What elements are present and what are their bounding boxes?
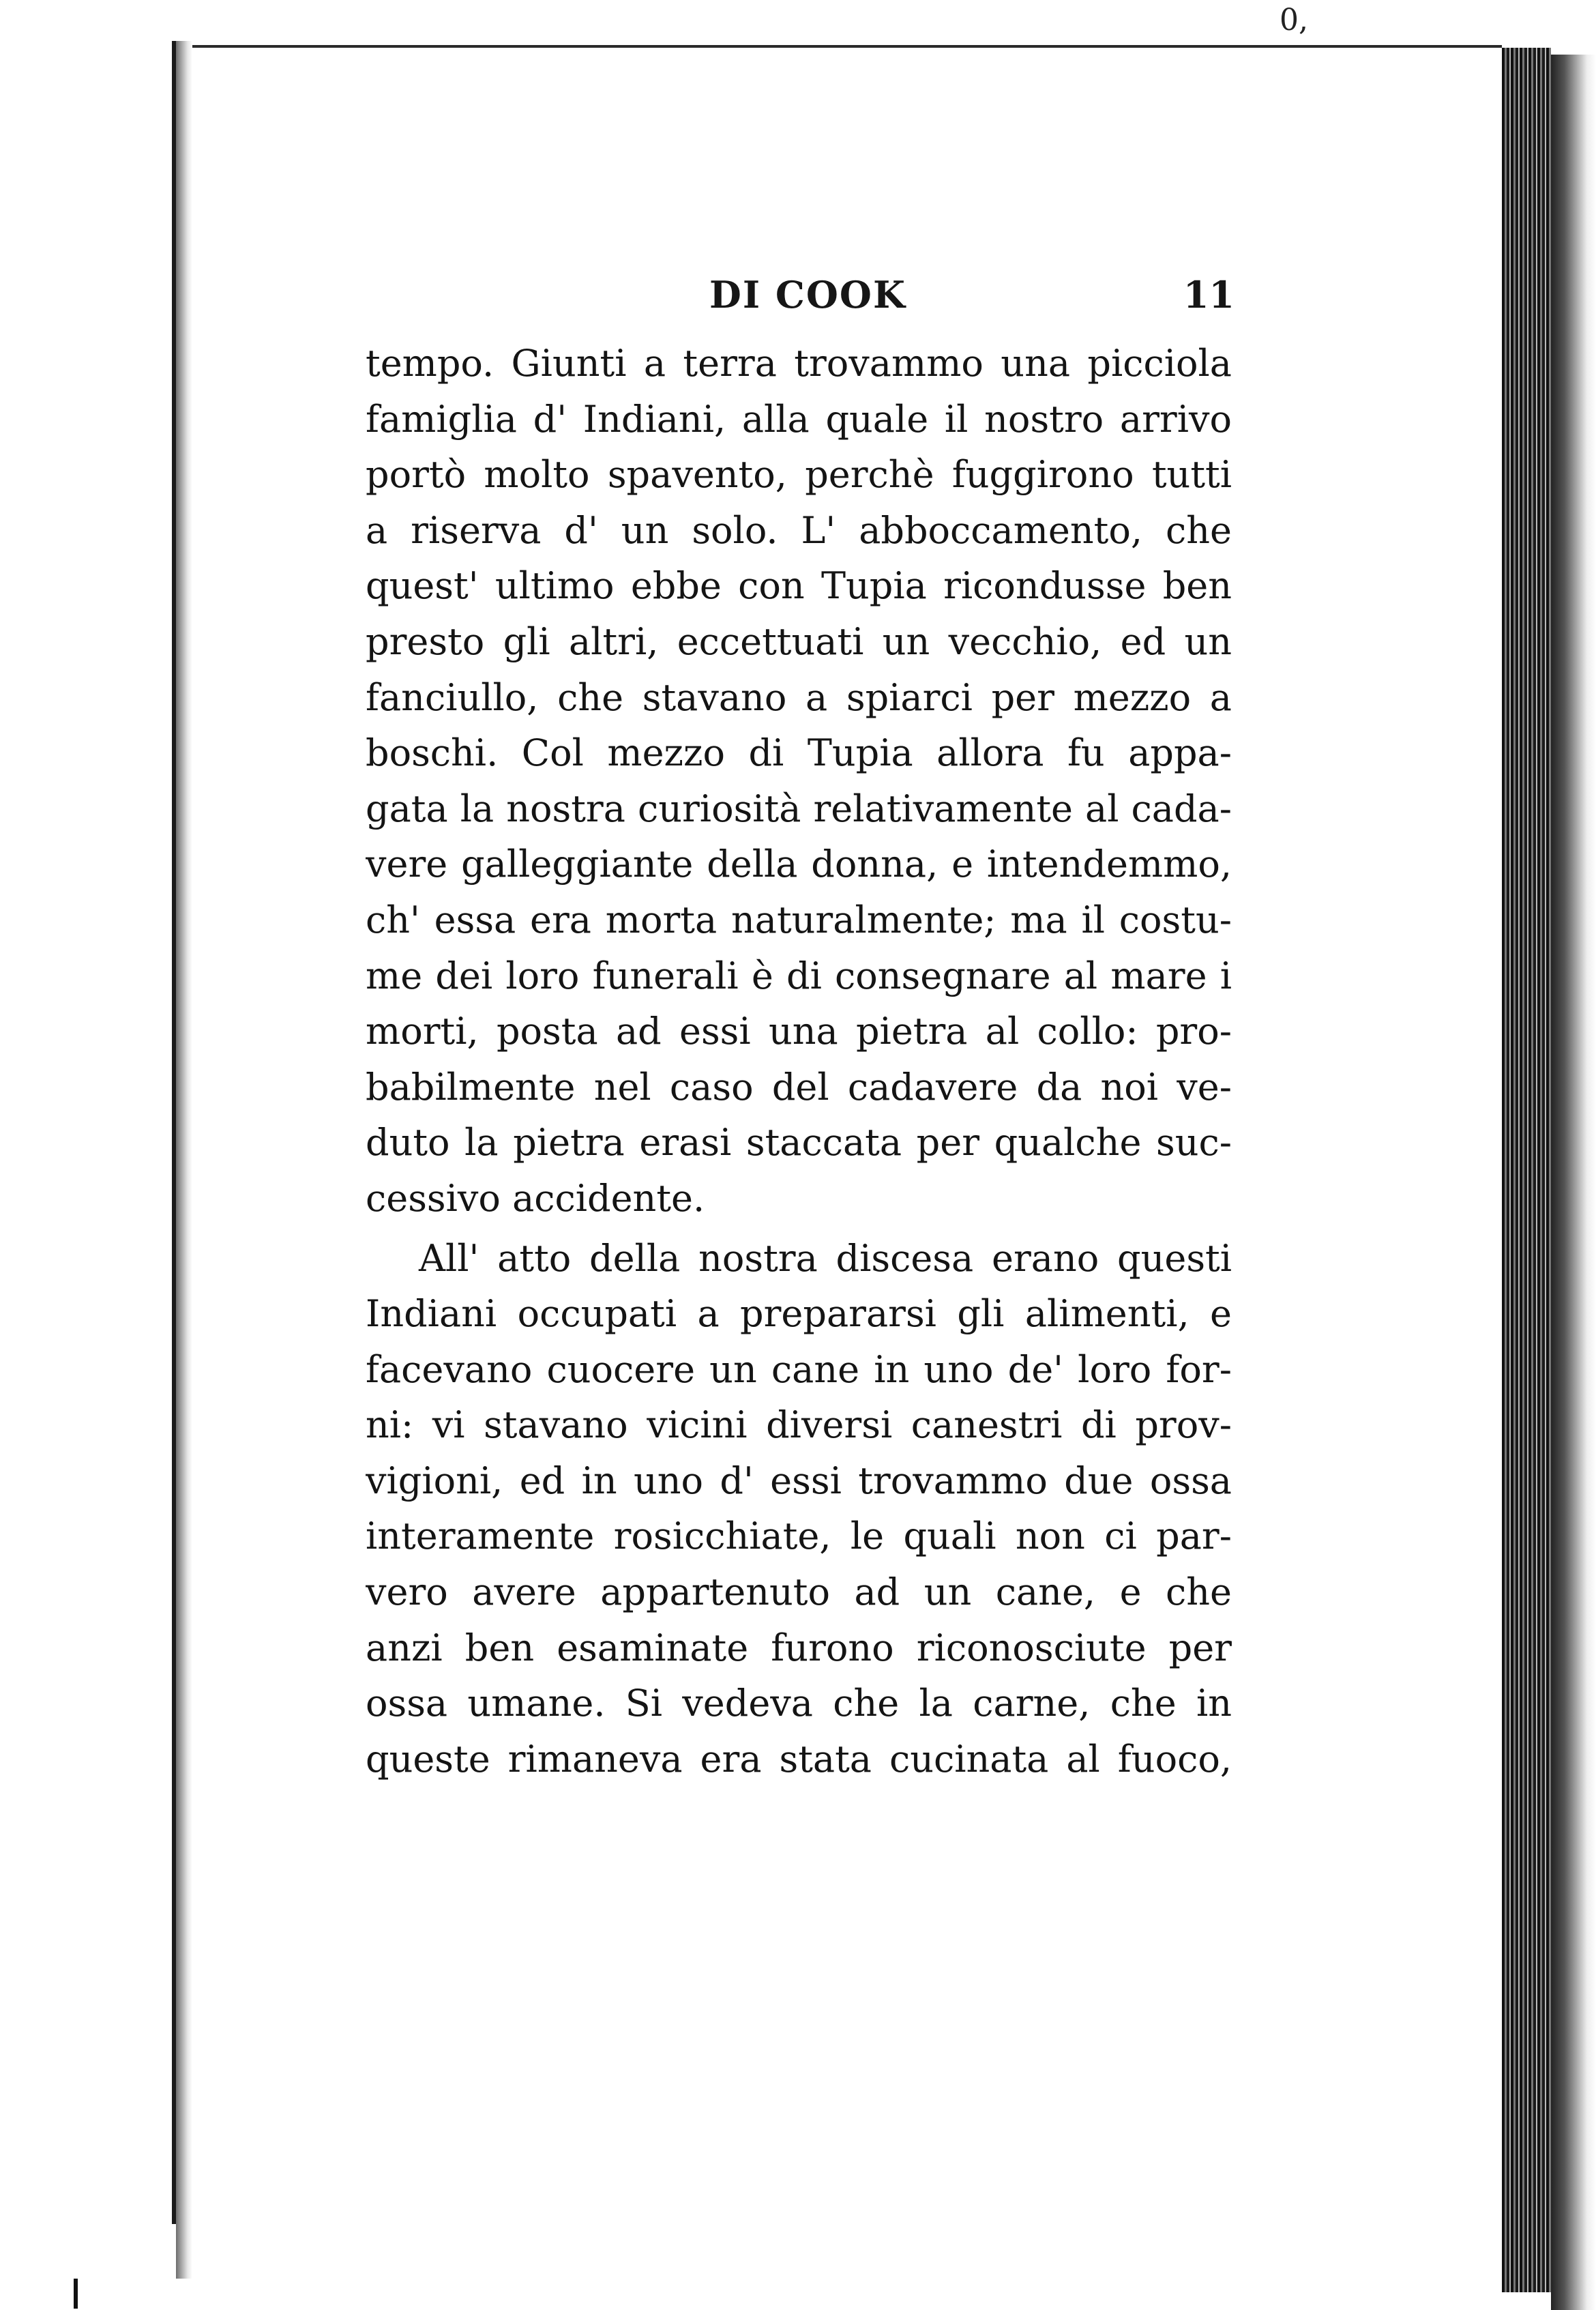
text-line: famiglia d' Indiani, alla quale il nostro arrivo	[366, 397, 1232, 441]
text-line: vere galleggiante della donna, e intendemmo,	[366, 843, 1232, 886]
page-number: 11	[1183, 273, 1235, 317]
text-line: gata la nostra curiosità relativamente al cada-	[366, 787, 1232, 830]
text-line: boschi. Col mezzo di Tupia allora fu appa-	[366, 731, 1232, 775]
text-line: facevano cuocere un cane in uno de' loro for-	[366, 1347, 1232, 1391]
text-line: vero avere appartenuto ad un cane, e che	[366, 1570, 1232, 1614]
text-line: ni: vi stavano vicini diversi canestri di prov-	[366, 1403, 1232, 1447]
text-line: tempo. Giunti a terra trovammo una picciola	[366, 342, 1232, 385]
text-line: ch' essa era morta naturalmente; ma il costu-	[366, 898, 1232, 941]
text-line: vigioni, ed in uno d' essi trovammo due ossa	[366, 1459, 1232, 1502]
text-line: portò molto spavento, perchè fuggirono tutti	[366, 453, 1232, 497]
scan-tick-mark	[74, 2279, 78, 2309]
text-line: babilmente nel caso del cadavere da noi ve-	[366, 1065, 1232, 1109]
text-line: presto gli altri, eccettuati un vecchio, ed un	[366, 619, 1232, 663]
gutter-shadow	[176, 41, 192, 2279]
text-line: a riserva d' un solo. L' abboccamento, che	[366, 508, 1232, 552]
book-cover-edge	[1551, 55, 1596, 2310]
text-line: fanciullo, che stavano a spiarci per mezzo a	[366, 675, 1232, 719]
page-stack-edges	[1502, 48, 1551, 2292]
text-line: interamente rosicchiate, le quali non ci par-	[366, 1515, 1232, 1558]
corner-mark: 0,	[1280, 3, 1308, 38]
running-title: DI COOK	[709, 273, 906, 317]
text-line: queste rimaneva era stata cucinata al fuoco,	[366, 1737, 1232, 1781]
running-head	[368, 273, 1235, 327]
text-line: duto la pietra erasi staccata per qualche suc-	[366, 1121, 1232, 1165]
text-line: Indiani occupati a prepararsi gli alimenti, e	[366, 1292, 1232, 1336]
text-line: quest' ultimo ebbe con Tupia ricondusse ben	[366, 564, 1232, 608]
paragraph-first-line: All' atto della nostra discesa erano questi	[419, 1236, 1232, 1280]
text-line: cessivo accidente.	[366, 1176, 705, 1220]
text-line: anzi ben esaminate furono riconosciute per	[366, 1626, 1232, 1669]
text-line: me dei loro funerali è di consegnare al mare i	[366, 954, 1232, 997]
text-line: morti, posta ad essi una pietra al collo: pro-	[366, 1010, 1232, 1053]
facing-page	[0, 0, 179, 2310]
text-line: ossa umane. Si vedeva che la carne, che in	[366, 1682, 1232, 1725]
body-text	[366, 336, 1232, 1787]
